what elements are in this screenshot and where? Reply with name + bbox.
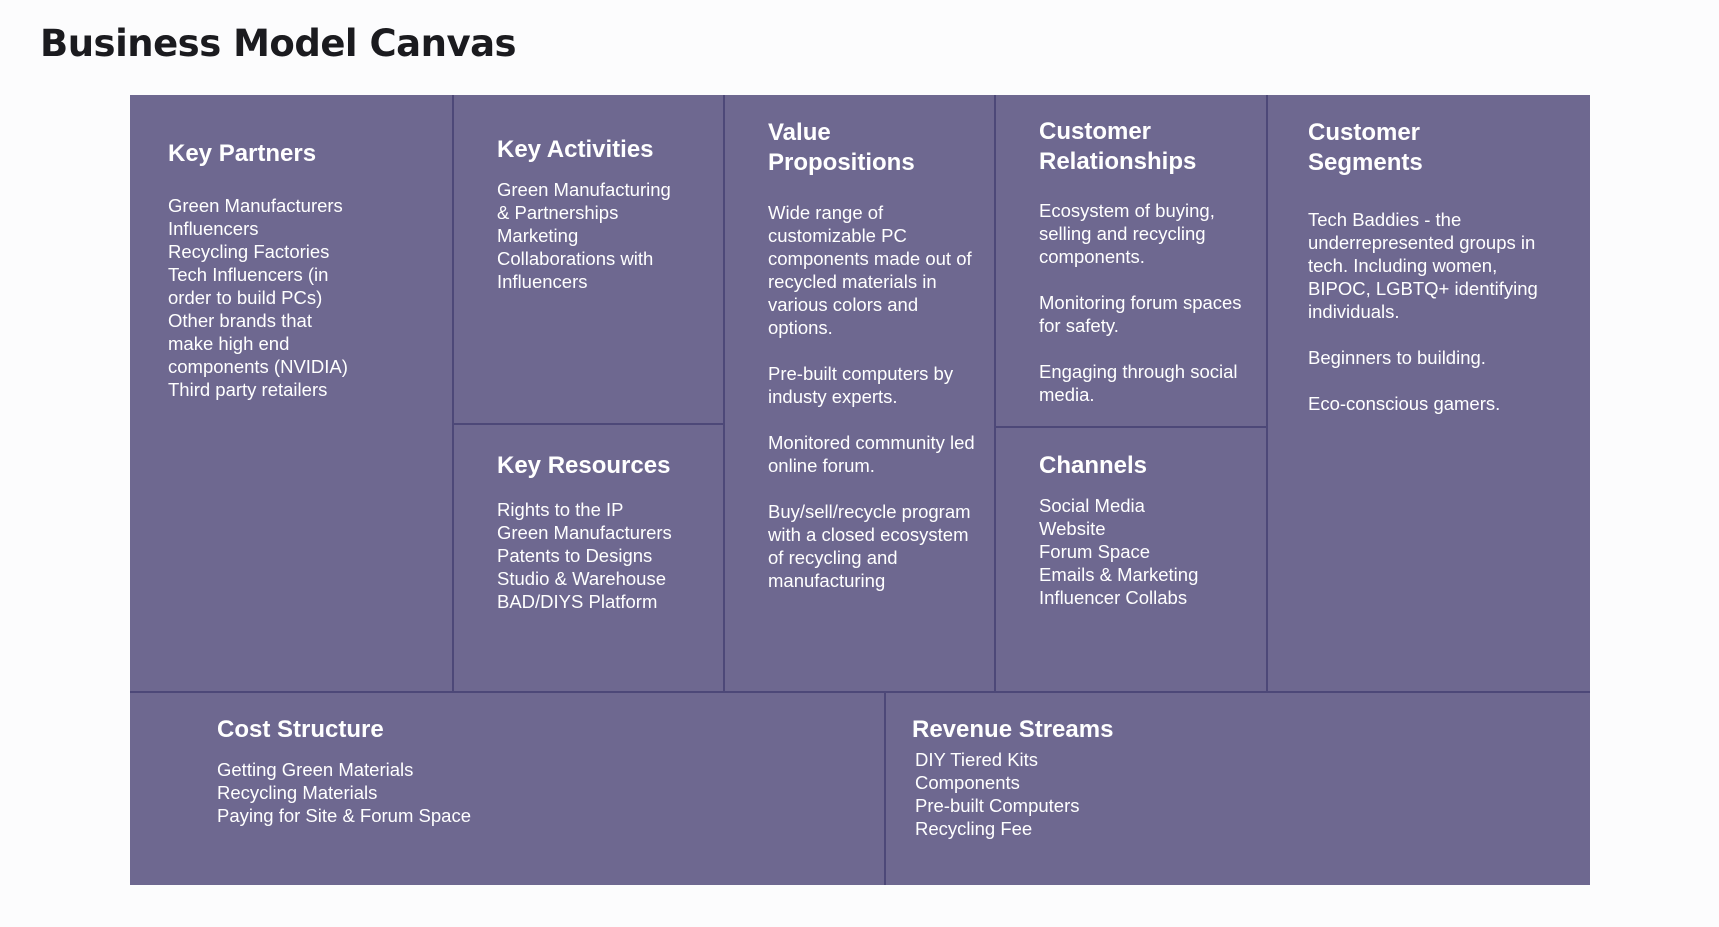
- list-item: Website: [1039, 518, 1106, 539]
- list-item: Emails & Marketing: [1039, 564, 1199, 585]
- value-propositions-list: [768, 201, 980, 592]
- business-model-canvas: [130, 95, 1590, 885]
- list-item: Components: [915, 772, 1020, 793]
- list-item: Green Manufacturers: [168, 195, 343, 216]
- divider-line: [452, 423, 725, 425]
- customer-segments-section: [1308, 118, 1538, 415]
- revenue-streams-list: [915, 748, 1412, 840]
- list-item: Beginners to building.: [1308, 347, 1486, 368]
- list-item: Marketing: [497, 225, 579, 246]
- key-resources-section: [497, 451, 712, 613]
- divider-line: [130, 691, 1590, 693]
- divider-line: [994, 426, 1268, 428]
- value-propositions-section: [768, 118, 980, 592]
- list-item: Pre-built Computers: [915, 795, 1080, 816]
- list-item: Tech Influencers (in: [168, 264, 329, 285]
- list-item: order to build PCs): [168, 287, 323, 308]
- list-item: Green Manufacturing: [497, 179, 671, 200]
- customer-segments-list: [1308, 208, 1538, 415]
- divider-line: [452, 95, 454, 692]
- key-partners-list: [168, 194, 438, 401]
- list-item: DIY Tiered Kits: [915, 749, 1039, 770]
- cost-structure-section: [217, 715, 717, 827]
- list-item: Forum Space: [1039, 541, 1151, 562]
- section-heading: Key Partners: [168, 140, 317, 167]
- list-item: components (NVIDIA): [168, 356, 348, 377]
- list-item: Ecosystem of buying, selling and recycling components.: [1039, 200, 1215, 267]
- section-heading: Customer Segments: [1308, 119, 1423, 176]
- section-heading: Value Propositions: [768, 119, 915, 176]
- list-item: Wide range of customizable PC components made out of recycled materials in various colors and options.: [768, 202, 972, 338]
- list-item: Other brands that: [168, 310, 312, 331]
- list-item: Influencer Collabs: [1039, 587, 1188, 608]
- list-item: Recycling Factories: [168, 241, 330, 262]
- list-item: Monitoring forum spaces for safety.: [1039, 292, 1242, 336]
- list-item: Recycling Materials: [217, 782, 378, 803]
- key-activities-section: [497, 135, 712, 293]
- list-item: Pre-built computers by industy experts.: [768, 363, 954, 407]
- list-item: Green Manufacturers: [497, 522, 672, 543]
- key-activities-list: [497, 178, 712, 293]
- list-item: make high end: [168, 333, 290, 354]
- list-item: Influencers: [497, 271, 588, 292]
- customer-relationships-list: [1039, 199, 1261, 406]
- section-heading: Cost Structure: [217, 716, 384, 743]
- channels-list: [1039, 494, 1254, 609]
- customer-relationships-section: [1039, 117, 1261, 406]
- section-heading: Revenue Streams: [912, 716, 1114, 743]
- page-title: Business Model Canvas: [40, 22, 517, 65]
- cost-structure-list: [217, 758, 717, 827]
- section-heading: Channels: [1039, 452, 1148, 479]
- list-item: Getting Green Materials: [217, 759, 414, 780]
- section-heading: Key Activities: [497, 136, 654, 163]
- list-item: Buy/sell/recycle program with a closed ecosystem of recycling and manufacturing: [768, 501, 971, 591]
- divider-line: [723, 95, 725, 692]
- list-item: Social Media: [1039, 495, 1145, 516]
- divider-line: [884, 692, 886, 885]
- revenue-streams-section: [912, 715, 1412, 840]
- list-item: Tech Baddies - the underrepresented groups in tech. Including women, BIPOC, LGBTQ+ identifying individuals.: [1308, 209, 1538, 322]
- list-item: Eco-conscious gamers.: [1308, 393, 1501, 414]
- list-item: Influencers: [168, 218, 259, 239]
- list-item: Paying for Site & Forum Space: [217, 805, 471, 826]
- list-item: Patents to Designs: [497, 545, 653, 566]
- divider-line: [994, 95, 996, 692]
- list-item: BAD/DIYS Platform: [497, 591, 658, 612]
- divider-line: [1266, 95, 1268, 692]
- list-item: & Partnerships: [497, 202, 619, 223]
- key-resources-list: [497, 498, 712, 613]
- key-partners-section: [168, 139, 438, 401]
- list-item: Studio & Warehouse: [497, 568, 666, 589]
- list-item: Collaborations with: [497, 248, 654, 269]
- list-item: Recycling Fee: [915, 818, 1033, 839]
- list-item: Third party retailers: [168, 379, 328, 400]
- list-item: Rights to the IP: [497, 499, 624, 520]
- section-heading: Customer Relationships: [1039, 118, 1197, 175]
- section-heading: Key Resources: [497, 452, 671, 479]
- list-item: Engaging through social media.: [1039, 361, 1238, 405]
- channels-section: [1039, 451, 1254, 609]
- list-item: Monitored community led online forum.: [768, 432, 975, 476]
